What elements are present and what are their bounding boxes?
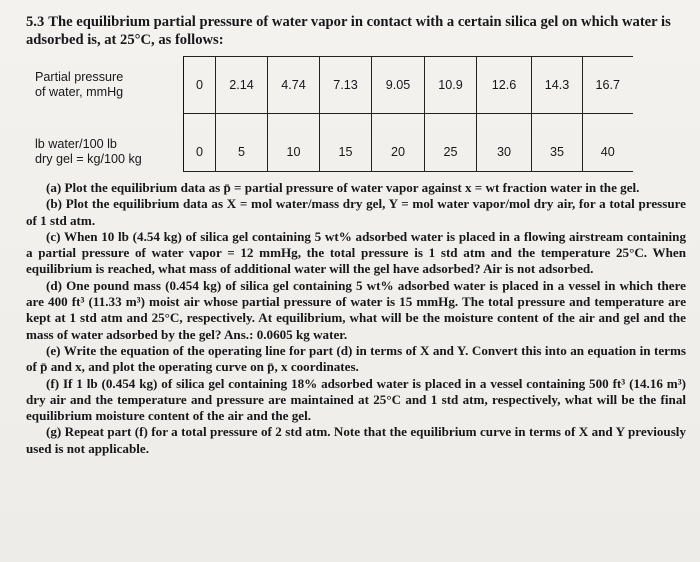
table-row-partial-pressure [31, 57, 633, 114]
problem-statement: The equilibrium partial pressure of water vapor in contact with a certain silica gel on which water is adsorbed is, at 25°C, as follows: [26, 14, 671, 48]
table-cell: 30 [477, 133, 532, 172]
problem-parts [26, 180, 686, 457]
spacer-cell [477, 114, 532, 134]
table-cell: 0 [184, 57, 216, 114]
spacer-cell [184, 114, 216, 134]
part-b: (b) Plot the equilibrium data as X = mol water/mass dry gel, Y = mol water vapor/mol dry air, for a total pressure of 1 std atm. [26, 196, 686, 228]
table-cell: 40 [583, 133, 633, 172]
table-cell: 10.9 [425, 57, 477, 114]
row-label-line: lb water/100 lb [35, 137, 117, 152]
table-cell: 2.14 [216, 57, 268, 114]
problem-number: 5.3 [26, 14, 45, 30]
table-cell: 25 [425, 133, 477, 172]
table-cell: 14.3 [532, 57, 583, 114]
table-cell: 15 [320, 133, 372, 172]
spacer-cell [532, 114, 583, 134]
part-g: (g) Repeat part (f) for a total pressure of 2 std atm. Note that the equilibrium curve in terms of X and Y previously used is not applicable. [26, 424, 686, 456]
part-f: (f) If 1 lb (0.454 kg) of silica gel containing 18% adsorbed water is placed in a vessel containing 500 ft³ (14.16 m³) dry air and the temperature and pressure are maintained at 25°C and 1 std atm, respectively, what will be the final equilibrium moisture content of the air and the gel. [26, 375, 686, 424]
row-label-line: Partial pressure [35, 70, 124, 84]
equilibrium-data-table [31, 56, 633, 172]
table-cell: 35 [532, 133, 583, 172]
part-e: (e) Write the equation of the operating line for part (d) in terms of X and Y. Convert this into an equation in terms of p̄ and x, and plot the operating curve on p̄, x coordinates. [26, 342, 686, 375]
table-cell: 5 [216, 133, 268, 172]
spacer-cell [268, 114, 320, 134]
problem-heading [26, 13, 686, 49]
table-cell: 20 [372, 133, 425, 172]
table-spacer [31, 114, 633, 134]
spacer-cell [31, 114, 184, 134]
table-row-water-content [31, 133, 633, 172]
spacer-cell [216, 114, 268, 134]
table-cell: 4.74 [268, 57, 320, 114]
row-label-water-content [31, 133, 184, 172]
table-cell: 12.6 [477, 57, 532, 114]
spacer-cell [583, 114, 633, 134]
table-cell: 16.7 [583, 57, 633, 114]
row-label-partial-pressure [31, 57, 184, 114]
table-cell: 7.13 [320, 57, 372, 114]
part-c: (c) When 10 lb (4.54 kg) of silica gel containing 5 wt% adsorbed water is placed in a flowing airstream containing a partial pressure of water vapor = 12 mmHg, the total pressure is 1 std atm and the temperature 25°C. When equilibrium is reached, what mass of additional water will the gel have adsorbed? Air is not adsorbed. [26, 228, 686, 277]
spacer-cell [425, 114, 477, 134]
table-cell: 9.05 [372, 57, 425, 114]
spacer-cell [372, 114, 425, 134]
part-a: (a) Plot the equilibrium data as p̄ = partial pressure of water vapor against x = wt fraction water in the gel. [46, 180, 640, 195]
table-cell: 10 [268, 133, 320, 172]
part-d: (d) One pound mass (0.454 kg) of silica gel containing 5 wt% adsorbed water is placed in a vessel in which there are 400 ft³ (11.33 m³) moist air whose partial pressure of water is 15 mmHg. The total pressure and temperature are kept at 1 std atm and 25°C, respectively. At equilibrium, what will be the moisture content of the air and gel and the mass of water adsorbed by the gel? Ans.: 0.0605 kg water. [26, 277, 686, 342]
row-label-line: dry gel = kg/100 kg [35, 152, 142, 167]
table-cell: 0 [184, 133, 216, 172]
spacer-cell [320, 114, 372, 134]
row-label-line: of water, mmHg [35, 85, 124, 99]
